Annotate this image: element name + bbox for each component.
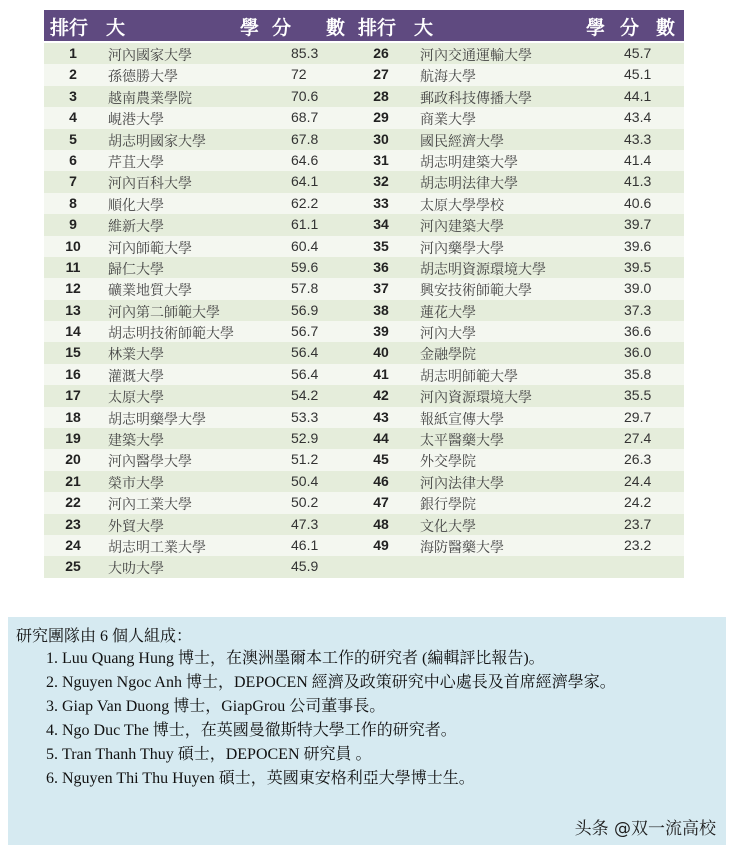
table-row: [44, 492, 684, 513]
score-cell: 41.4: [624, 151, 652, 168]
team-member-list: [38, 647, 726, 791]
score-cell: 29.7: [624, 408, 652, 425]
ranking-table: [44, 10, 684, 578]
university-name-cell: 河內國家大學: [108, 48, 192, 64]
university-name-cell: 胡志明國家大學: [108, 133, 206, 150]
score-cell: 23.7: [624, 515, 652, 532]
rank-cell: 8: [69, 194, 77, 211]
university-name-cell: 芹苴大學: [108, 154, 164, 171]
university-name-cell: 維新大學: [108, 219, 164, 236]
university-name-cell: 外交學院: [420, 454, 476, 471]
rank-cell: 16: [65, 365, 81, 382]
university-name-cell: 河內法律大學: [420, 475, 504, 492]
table-row: [44, 64, 684, 85]
rank-cell: 17: [65, 387, 81, 404]
score-cell: 45.9: [291, 558, 319, 575]
university-name-cell: 歸仁大學: [108, 261, 164, 278]
rank-cell: 24: [65, 536, 81, 553]
score-cell: 24.4: [624, 472, 652, 489]
header-university-1-right: 大: [414, 17, 434, 39]
score-cell: 36.0: [624, 344, 652, 361]
university-name-cell: 河內建築大學: [420, 219, 504, 236]
university-name-cell: 河內師範大學: [108, 240, 192, 257]
rank-cell: 12: [65, 280, 81, 297]
rank-cell: 22: [65, 494, 81, 511]
table-row: [44, 385, 684, 406]
header-score-2-right: 數: [656, 17, 676, 39]
university-name-cell: 蓮花大學: [420, 304, 476, 321]
score-cell: 39.7: [624, 216, 652, 233]
rank-cell: 47: [373, 494, 389, 511]
university-name-cell: 河內交通運輸大學: [420, 48, 532, 64]
score-cell: 44.1: [624, 87, 652, 104]
score-cell: 56.4: [291, 365, 319, 382]
score-cell: 39.0: [624, 280, 652, 297]
table-row: [44, 107, 684, 128]
rank-cell: 48: [373, 515, 389, 532]
score-cell: 23.2: [624, 536, 652, 553]
header-rank: 排行: [50, 17, 89, 39]
university-name-cell: 河內藥學大學: [420, 240, 504, 257]
score-cell: 62.2: [291, 194, 319, 211]
research-team-box: [8, 617, 726, 845]
score-cell: 52.9: [291, 430, 319, 447]
score-cell: 70.6: [291, 87, 319, 104]
table-row: [44, 171, 684, 192]
score-cell: 59.6: [291, 258, 319, 275]
university-name-cell: 文化大學: [420, 518, 476, 535]
score-cell: 56.7: [291, 323, 319, 340]
table-row: [44, 471, 684, 492]
university-name-cell: 商業大學: [420, 112, 476, 129]
rank-cell: 1: [69, 45, 77, 61]
rank-cell: 42: [373, 387, 389, 404]
score-cell: 35.5: [624, 387, 652, 404]
university-name-cell: 銀行學院: [420, 497, 476, 514]
rank-cell: 31: [373, 151, 389, 168]
rank-cell: 44: [373, 430, 389, 447]
score-cell: 67.8: [291, 130, 319, 147]
table-row: [44, 86, 684, 107]
score-cell: 54.2: [291, 387, 319, 404]
score-cell: 61.1: [291, 216, 319, 233]
university-name-cell: 峴港大學: [108, 112, 164, 129]
rank-cell: 20: [65, 451, 81, 468]
header-score-2: 數: [326, 17, 346, 39]
university-name-cell: 順化大學: [108, 197, 164, 214]
rank-cell: 7: [69, 173, 77, 190]
score-cell: 43.4: [624, 109, 652, 126]
rank-cell: 43: [373, 408, 389, 425]
score-cell: 64.6: [291, 151, 319, 168]
score-cell: 39.5: [624, 258, 652, 275]
university-name-cell: 灌溉大學: [108, 368, 164, 385]
score-cell: 27.4: [624, 430, 652, 447]
table-row: [44, 236, 684, 257]
score-cell: 51.2: [291, 451, 319, 468]
table-row: [44, 300, 684, 321]
score-cell: 50.2: [291, 494, 319, 511]
university-name-cell: 胡志明工業大學: [108, 539, 206, 556]
rank-cell: 6: [69, 151, 77, 168]
university-name-cell: 報紙宣傳大學: [420, 411, 504, 428]
table-row: [44, 556, 684, 577]
university-name-cell: 外貿大學: [108, 518, 164, 535]
header-score-1: 分: [272, 17, 292, 39]
table-header: [44, 10, 684, 41]
rank-cell: 15: [65, 344, 81, 361]
header-university-2-right: 學: [586, 17, 606, 39]
rank-cell: 28: [373, 87, 389, 104]
rank-cell: 37: [373, 280, 389, 297]
rank-cell: 40: [373, 344, 389, 361]
score-cell: 56.4: [291, 344, 319, 361]
university-name-cell: 河內工業大學: [108, 497, 192, 514]
header-score-1-right: 分: [620, 17, 640, 39]
table-row: [44, 129, 684, 150]
university-name-cell: 胡志明技術師範大學: [108, 326, 234, 343]
rank-cell: 23: [65, 515, 81, 532]
rank-cell: 30: [373, 130, 389, 147]
university-name-cell: 河內資源環境大學: [420, 390, 532, 407]
team-member: 2. Nguyen Ngoc Anh 博士，DEPOCEN 經濟及政策研究中心處長及首席經濟學家。: [62, 671, 726, 695]
rank-cell: 49: [373, 536, 389, 553]
team-member: 5. Tran Thanh Thuy 碩士，DEPOCEN 研究員 。: [62, 743, 726, 767]
rank-cell: 38: [373, 301, 389, 318]
table-row: [44, 514, 684, 535]
university-name-cell: 河內醫學大學: [108, 454, 192, 471]
rank-cell: 5: [69, 130, 77, 147]
rank-cell: 4: [69, 109, 77, 126]
table-row: [44, 193, 684, 214]
header-university-1: 大: [106, 17, 126, 39]
university-name-cell: 河內百科大學: [108, 176, 192, 193]
university-name-cell: 太原大學: [108, 390, 164, 407]
university-name-cell: 礦業地質大學: [108, 283, 192, 300]
university-name-cell: 胡志明資源環境大學: [420, 261, 546, 278]
table-row: [44, 321, 684, 342]
university-name-cell: 太平醫藥大學: [420, 433, 504, 450]
table-row: [44, 364, 684, 385]
rank-cell: 33: [373, 194, 389, 211]
team-member: 6. Nguyen Thi Thu Huyen 碩士，英國東安格利亞大學博士生。: [62, 767, 726, 791]
score-cell: 40.6: [624, 194, 652, 211]
table-row: [44, 535, 684, 556]
table-row: [44, 257, 684, 278]
score-cell: 37.3: [624, 301, 652, 318]
score-cell: 57.8: [291, 280, 319, 297]
rank-cell: 14: [65, 323, 81, 340]
rank-cell: 3: [69, 87, 77, 104]
rank-cell: 19: [65, 430, 81, 447]
rank-cell: 27: [373, 66, 389, 83]
header-university-2: 學: [240, 17, 260, 39]
table-row: [44, 150, 684, 171]
rank-cell: 13: [65, 301, 81, 318]
score-cell: 45.1: [624, 66, 652, 83]
score-cell: 50.4: [291, 472, 319, 489]
score-cell: 24.2: [624, 494, 652, 511]
score-cell: 47.3: [291, 515, 319, 532]
rank-cell: 39: [373, 323, 389, 340]
university-name-cell: 林業大學: [108, 347, 164, 364]
rank-cell: 25: [65, 558, 81, 575]
university-name-cell: 胡志明建築大學: [420, 154, 518, 171]
rank-cell: 35: [373, 237, 389, 254]
university-name-cell: 胡志明法律大學: [420, 176, 518, 193]
rank-cell: 32: [373, 173, 389, 190]
rank-cell: 21: [65, 472, 81, 489]
table-row: [44, 407, 684, 428]
university-name-cell: 興安技術師範大學: [420, 283, 532, 300]
team-member: 4. Ngo Duc The 博士，在英國曼徹斯特大學工作的研究者。: [62, 719, 726, 743]
score-cell: 41.3: [624, 173, 652, 190]
university-name-cell: 胡志明師範大學: [420, 368, 518, 385]
table-row: [44, 449, 684, 470]
score-cell: 64.1: [291, 173, 319, 190]
score-cell: 46.1: [291, 536, 319, 553]
rank-cell: 2: [69, 66, 77, 83]
table-row: [44, 342, 684, 363]
university-name-cell: 河內大學: [420, 326, 476, 343]
score-cell: 26.3: [624, 451, 652, 468]
university-name-cell: 河內第二師範大學: [108, 304, 220, 321]
score-cell: 72: [291, 66, 307, 83]
table-row: [44, 43, 684, 64]
rank-cell: 18: [65, 408, 81, 425]
rank-cell: 9: [69, 216, 77, 233]
team-title: 研究團隊由 6 個人組成：: [16, 628, 193, 645]
score-cell: 68.7: [291, 109, 319, 126]
rank-cell: 36: [373, 258, 389, 275]
rank-cell: 10: [65, 237, 81, 254]
university-name-cell: 郵政科技傳播大學: [420, 90, 532, 107]
score-cell: 35.8: [624, 365, 652, 382]
rank-cell: 46: [373, 472, 389, 489]
rank-cell: 45: [373, 451, 389, 468]
score-cell: 45.7: [624, 45, 652, 61]
university-name-cell: 建築大學: [108, 433, 164, 450]
university-name-cell: 金融學院: [420, 347, 476, 364]
score-cell: 36.6: [624, 323, 652, 340]
university-name-cell: 國民經濟大學: [420, 133, 504, 150]
score-cell: 60.4: [291, 237, 319, 254]
university-name-cell: 大叻大學: [108, 561, 164, 578]
university-name-cell: 太原大學學校: [420, 197, 504, 214]
score-cell: 43.3: [624, 130, 652, 147]
rank-cell: 29: [373, 109, 389, 126]
university-name-cell: 海防醫藥大學: [420, 539, 504, 556]
rank-cell: 41: [373, 365, 389, 382]
rank-cell: 11: [65, 258, 81, 275]
team-member: 1. Luu Quang Hung 博士，在澳洲墨爾本工作的研究者 (編輯評比報告)。: [62, 647, 726, 671]
university-name-cell: 孫德勝大學: [108, 69, 178, 86]
university-name-cell: 越南農業學院: [108, 90, 192, 107]
rank-cell: 26: [373, 45, 389, 61]
header-rank-right: 排行: [358, 17, 397, 39]
table-row: [44, 214, 684, 235]
university-name-cell: 胡志明藥學大學: [108, 411, 206, 428]
table-row: [44, 278, 684, 299]
score-cell: 53.3: [291, 408, 319, 425]
rank-cell: 34: [373, 216, 389, 233]
university-name-cell: 榮市大學: [108, 475, 164, 492]
score-cell: 56.9: [291, 301, 319, 318]
table-row: [44, 428, 684, 449]
score-cell: 39.6: [624, 237, 652, 254]
watermark: 头条 @双一流高校: [574, 819, 716, 839]
university-name-cell: 航海大學: [420, 69, 476, 86]
score-cell: 85.3: [291, 45, 319, 61]
team-member: 3. Giap Van Duong 博士，GiapGrou 公司董事長。: [62, 695, 726, 719]
